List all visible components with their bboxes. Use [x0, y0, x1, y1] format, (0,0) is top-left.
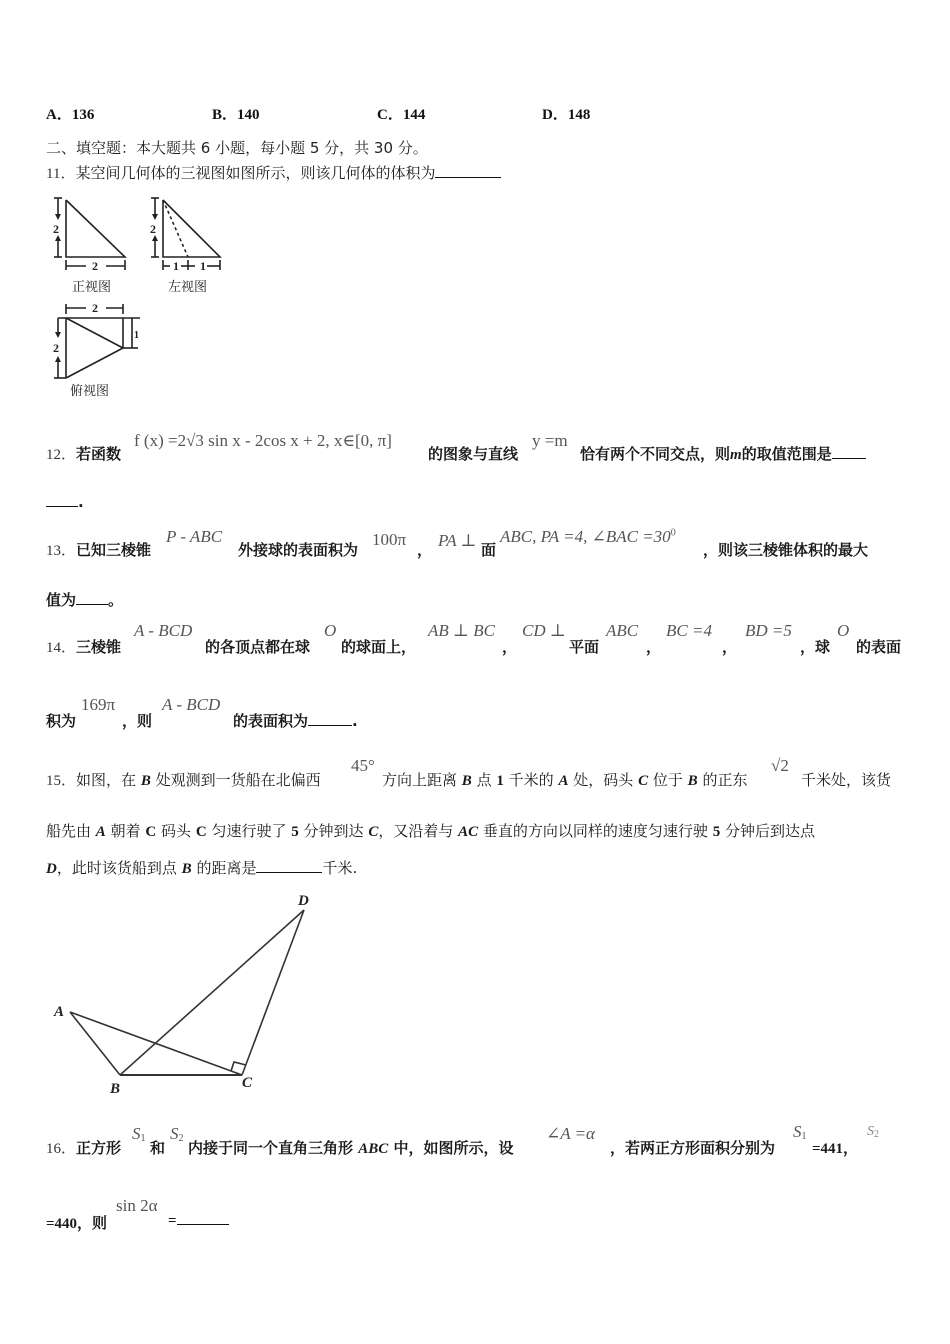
question-14: [46, 636, 121, 657]
question-text: 的距离是: [196, 859, 257, 877]
math-expression: ABC, PA =4, ∠BAC =30: [500, 527, 671, 546]
question-number: 13．: [46, 543, 77, 559]
choice-value: 148: [567, 107, 591, 123]
number: 5: [712, 824, 721, 840]
math-expression: O: [837, 621, 850, 640]
answer-blank[interactable]: [256, 860, 322, 873]
choice-letter: B．: [212, 107, 238, 123]
question-text: 值为: [46, 591, 77, 609]
point-c: C: [145, 824, 157, 840]
question-text: 匀速行驶了: [211, 822, 287, 840]
question-text: 中，如图所示，设: [393, 1139, 514, 1157]
question-text: 的取值范围是: [741, 445, 832, 463]
question-text: 如图，在: [76, 771, 137, 789]
q13-post: ，则该三棱锥体积的最大: [703, 541, 869, 559]
q14-cond4: [745, 621, 792, 641]
choice-d: [542, 103, 590, 124]
question-text: 方向上距离: [382, 771, 458, 789]
label-c: C: [242, 1075, 253, 1091]
q15-line1-end: 千米处，该货: [801, 771, 892, 789]
question-text: 朝着: [110, 822, 141, 840]
label-b: B: [110, 1081, 121, 1097]
question-text: 已知三棱锥: [76, 541, 152, 559]
math-expression: S: [793, 1122, 802, 1141]
segment-bd: [120, 910, 304, 1075]
top-width-label: 2: [92, 301, 98, 315]
question-text: 内接于同一个直角三角形: [188, 1139, 354, 1157]
point-c: C: [368, 824, 379, 840]
q13-cond2: [500, 527, 676, 547]
answer-blank[interactable]: [177, 1212, 229, 1225]
ship-diagram: [40, 885, 330, 1100]
front-width-label: 2: [92, 259, 98, 273]
q15-line1-rest: [382, 769, 747, 790]
math-expression: S: [867, 1124, 874, 1139]
q14-comma3: ，: [722, 638, 738, 656]
math-expression: S: [170, 1124, 179, 1143]
q16-s2: [170, 1124, 184, 1144]
math-expression: A - BCD: [134, 621, 193, 640]
side-view-label: 左视图: [168, 279, 208, 294]
question-text: 点: [476, 771, 492, 789]
q14-cond2b: [606, 621, 638, 641]
question-text: ，此时该货船到点: [56, 859, 177, 877]
q16-s2b: [867, 1124, 879, 1140]
question-text: 正方形: [76, 1139, 122, 1157]
question-text: 恰有两个不同交点，则: [580, 445, 731, 463]
answer-blank[interactable]: [832, 446, 866, 459]
answer-blank[interactable]: [435, 165, 501, 178]
label-a: A: [54, 1004, 65, 1020]
question-text: 垂直的方向以同样的速度匀速行驶: [482, 822, 708, 840]
question-text: 三棱锥: [76, 638, 122, 656]
q14-post: 的表面: [856, 638, 902, 656]
q16-and: 和: [150, 1139, 166, 1157]
period: .: [78, 493, 84, 511]
math-expression: P - ABC: [166, 527, 223, 546]
math-expression: CD ⊥: [522, 621, 566, 640]
point-b: B: [181, 861, 192, 877]
q15-sqrt2: √2: [771, 756, 789, 775]
point-b: B: [687, 773, 698, 789]
point-b: B: [140, 773, 151, 789]
question-number: 12．: [46, 447, 77, 463]
question-16: [46, 1137, 121, 1158]
front-view-label: 正视图: [72, 279, 112, 294]
choice-letter: A．: [46, 107, 72, 123]
period: 。: [108, 591, 124, 609]
side-width-right-label: 1: [200, 259, 206, 273]
q13-line2: [46, 589, 123, 610]
choice-b: [212, 103, 260, 124]
q14-then: ，则: [122, 712, 153, 730]
q16-d: ，若两正方形面积分别为: [610, 1139, 776, 1157]
q14-pyramid: [134, 621, 192, 641]
choice-c: [377, 103, 425, 124]
q12-text-post: [580, 443, 866, 464]
number: 5: [291, 824, 299, 840]
question-text: 某空间几何体的三视图如图所示，则该几何体的体积为: [75, 164, 436, 182]
q13-pyramid: [166, 527, 222, 547]
q14-post2: [233, 710, 358, 731]
question-text: 的表面积为: [233, 712, 309, 730]
question-text: 码头: [161, 822, 192, 840]
q14-cond3: [666, 621, 712, 641]
subscript: 1: [801, 1131, 807, 1142]
question-11: [46, 162, 501, 183]
question-number: 15．: [46, 773, 77, 789]
q12-formula: f (x) =2√3 sin x - 2cos x + 2, x∈[0, π]: [134, 431, 392, 450]
segment-cd: [242, 910, 304, 1075]
top-view-label: 俯视图: [70, 383, 110, 398]
q14-cond1: [428, 621, 495, 641]
question-15-line2: [46, 820, 815, 841]
math-expression: ∠A =α: [546, 1124, 595, 1143]
choice-a: [46, 103, 94, 124]
math-expression: BD =5: [745, 621, 792, 640]
question-text: 的正东: [702, 771, 748, 789]
point-d: D: [46, 861, 57, 877]
subscript: 2: [178, 1133, 184, 1144]
q16-angle: [546, 1124, 595, 1144]
q14-sphere: [324, 621, 336, 641]
q14-mid1: 的各顶点都在球: [205, 638, 311, 656]
question-text: 分钟后到达点: [725, 822, 816, 840]
variable-m: m: [730, 447, 742, 463]
q14-comma2: ，: [646, 638, 662, 656]
section-heading: 二、填空题：本大题共 6 小题，每小题 5 分，共 30 分。: [46, 139, 428, 157]
question-text: 船先由: [46, 822, 92, 840]
math-expression: BC =4: [666, 621, 712, 640]
q13-cond1: [438, 531, 477, 551]
choice-letter: D．: [542, 107, 568, 123]
degree-mark: 0: [670, 527, 676, 539]
front-view-triangle: [66, 200, 125, 257]
q16-v1: =441，: [812, 1141, 859, 1157]
point-a: A: [95, 824, 106, 840]
question-15-line1: [46, 769, 321, 790]
point-b: B: [461, 773, 472, 789]
top-height-label: 2: [53, 341, 59, 355]
q12-blank-line2: [46, 493, 84, 511]
question-number: 14．: [46, 640, 77, 656]
question-text: 位于: [652, 771, 683, 789]
choice-value: 144: [402, 107, 426, 123]
q14-mid2: 的球面上，: [341, 638, 417, 656]
side-height-label: 2: [150, 222, 156, 236]
top-offset-label: 1: [134, 330, 139, 341]
label-d: D: [298, 893, 309, 909]
answer-blank[interactable]: [76, 592, 108, 605]
answer-blank[interactable]: [308, 713, 352, 726]
q14-ball: ，球: [800, 638, 831, 656]
question-text: 处观测到一货船在北偏西: [155, 771, 321, 789]
q14-area: 169π: [81, 695, 116, 714]
q13-area: 100π: [372, 530, 407, 549]
question-15-line3: [46, 857, 357, 878]
subscript: 2: [874, 1129, 879, 1140]
q14-cond2: [522, 621, 566, 641]
point-a: A: [558, 773, 569, 789]
subscript: 1: [140, 1133, 146, 1144]
question-text: 若函数: [76, 445, 122, 463]
question-text: 千米的: [508, 771, 554, 789]
number: 1: [496, 773, 504, 789]
question-text: 处，码头: [573, 771, 634, 789]
question-12: [46, 443, 121, 464]
q14-comma1: ，: [502, 638, 518, 656]
question-text: 球: [815, 638, 831, 656]
q16-eq: [168, 1212, 229, 1230]
three-view-figure: [40, 190, 240, 410]
q14-pyramid2: [162, 695, 220, 715]
equals: =: [168, 1213, 177, 1229]
period: .: [352, 712, 358, 730]
q16-v2: =440，则: [46, 1216, 108, 1232]
q16-s1: [132, 1124, 146, 1144]
front-height-label: 2: [53, 222, 59, 236]
choice-value: 140: [237, 107, 260, 123]
math-expression: A - BCD: [162, 695, 221, 714]
q12-text-mid: 的图象与直线: [428, 445, 519, 463]
q16-b: [188, 1137, 514, 1158]
math-expression: ABC: [606, 621, 639, 640]
q13-mid2: 面: [481, 541, 497, 559]
segment-ac: AC: [458, 824, 479, 840]
q15-angle: 45°: [351, 756, 375, 775]
choice-value: 136: [71, 107, 95, 123]
q16-s1b: [793, 1122, 807, 1142]
q14-line2-pre: 积为: [46, 712, 77, 730]
question-text: ，又沿着与: [378, 822, 454, 840]
q12-line-eq: y =m: [532, 431, 568, 450]
question-13: [46, 539, 151, 560]
triangle-abc: ABC: [358, 1141, 389, 1157]
question-number: 16．: [46, 1141, 77, 1157]
answer-blank[interactable]: [46, 494, 78, 507]
q16-sin: sin 2α: [116, 1196, 158, 1215]
math-expression: AB ⊥ BC: [428, 621, 495, 640]
q13-comma: ，: [417, 541, 433, 559]
math-expression: PA ⊥: [438, 531, 477, 550]
side-width-left-label: 1: [173, 259, 179, 273]
point-c: C: [195, 824, 207, 840]
question-text: 千米.: [322, 859, 358, 877]
math-expression: S: [132, 1124, 141, 1143]
choice-letter: C．: [377, 107, 403, 123]
q14-sphere2: [837, 621, 849, 641]
point-c: C: [638, 773, 649, 789]
math-expression: O: [324, 621, 337, 640]
question-number: 11．: [46, 166, 76, 182]
q13-mid1: 外接球的表面积为: [238, 541, 359, 559]
question-text: 分钟到达: [303, 822, 364, 840]
q14-plane: 平面: [569, 638, 600, 656]
